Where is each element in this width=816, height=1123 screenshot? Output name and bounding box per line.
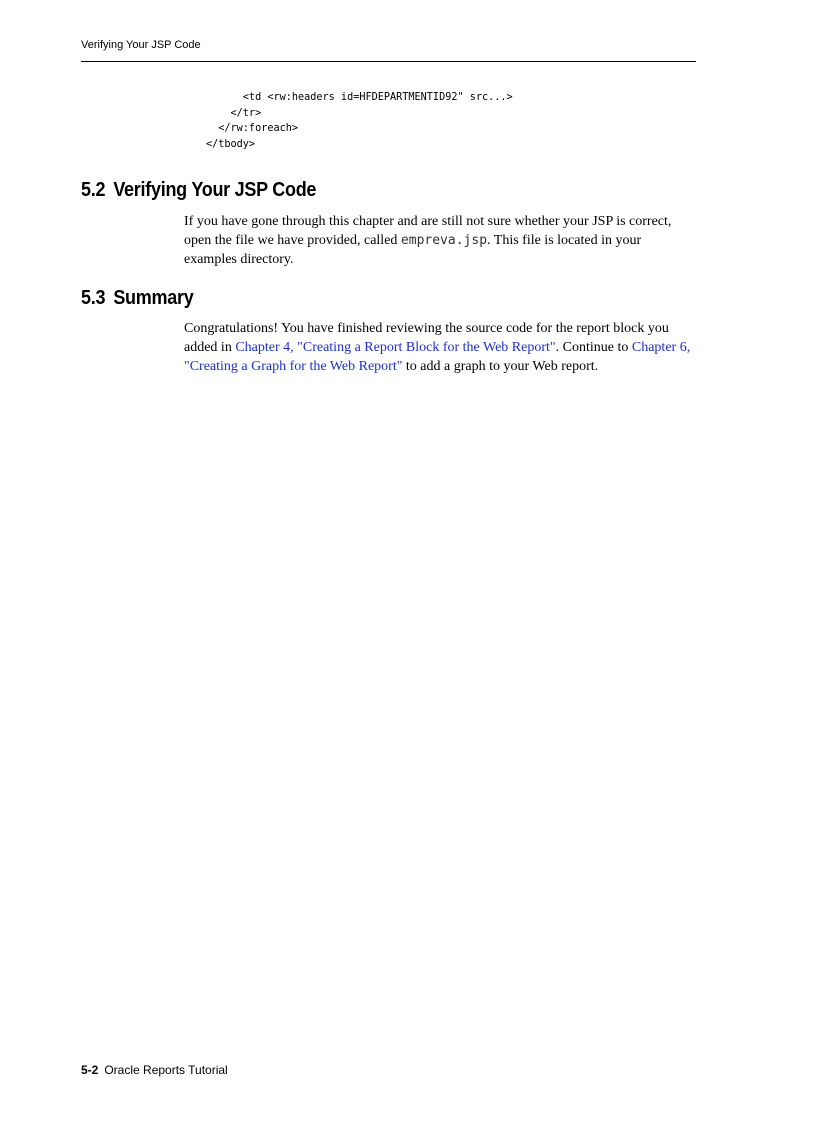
paragraph-text: . This file is located in your examples directory. bbox=[184, 233, 642, 267]
filename-code: empreva.jsp bbox=[400, 233, 488, 248]
page-number: 5-2 bbox=[81, 1063, 99, 1077]
page-footer bbox=[81, 1063, 228, 1077]
book-title: Oracle Reports Tutorial bbox=[104, 1063, 228, 1077]
section-heading-5-2 bbox=[81, 179, 316, 202]
section-heading-5-3 bbox=[81, 287, 193, 310]
header-divider bbox=[81, 61, 696, 62]
section-5-3-paragraph bbox=[184, 319, 696, 376]
paragraph-text: to add a graph to your Web report. bbox=[402, 359, 599, 374]
section-5-2-paragraph bbox=[184, 212, 696, 269]
chapter-6-link[interactable]: Chapter 6, "Creating a Graph for the Web Report" bbox=[184, 340, 691, 374]
paragraph-text: If you have gone through this chapter and are still not sure whether your JSP is correct, open the file we have provided, called bbox=[184, 214, 672, 248]
section-title: Summary bbox=[113, 287, 194, 309]
code-line: <td <rw:headers id=HFDEPARTMENTID92" src...> bbox=[206, 92, 513, 103]
code-line: </rw:foreach> bbox=[206, 123, 299, 134]
paragraph-text: Congratulations! You have finished reviewing the source code for the report block you added in bbox=[184, 321, 669, 355]
code-line: </tbody> bbox=[206, 138, 256, 150]
paragraph-text: . Continue to bbox=[555, 340, 632, 355]
code-block bbox=[206, 90, 513, 152]
section-number: 5.2 bbox=[81, 179, 106, 201]
running-header: Verifying Your JSP Code bbox=[81, 39, 201, 51]
code-line: </tr> bbox=[206, 107, 262, 119]
section-number: 5.3 bbox=[81, 287, 106, 309]
chapter-4-link[interactable]: Chapter 4, "Creating a Report Block for the Web Report" bbox=[235, 340, 556, 355]
section-title: Verifying Your JSP Code bbox=[113, 179, 317, 201]
